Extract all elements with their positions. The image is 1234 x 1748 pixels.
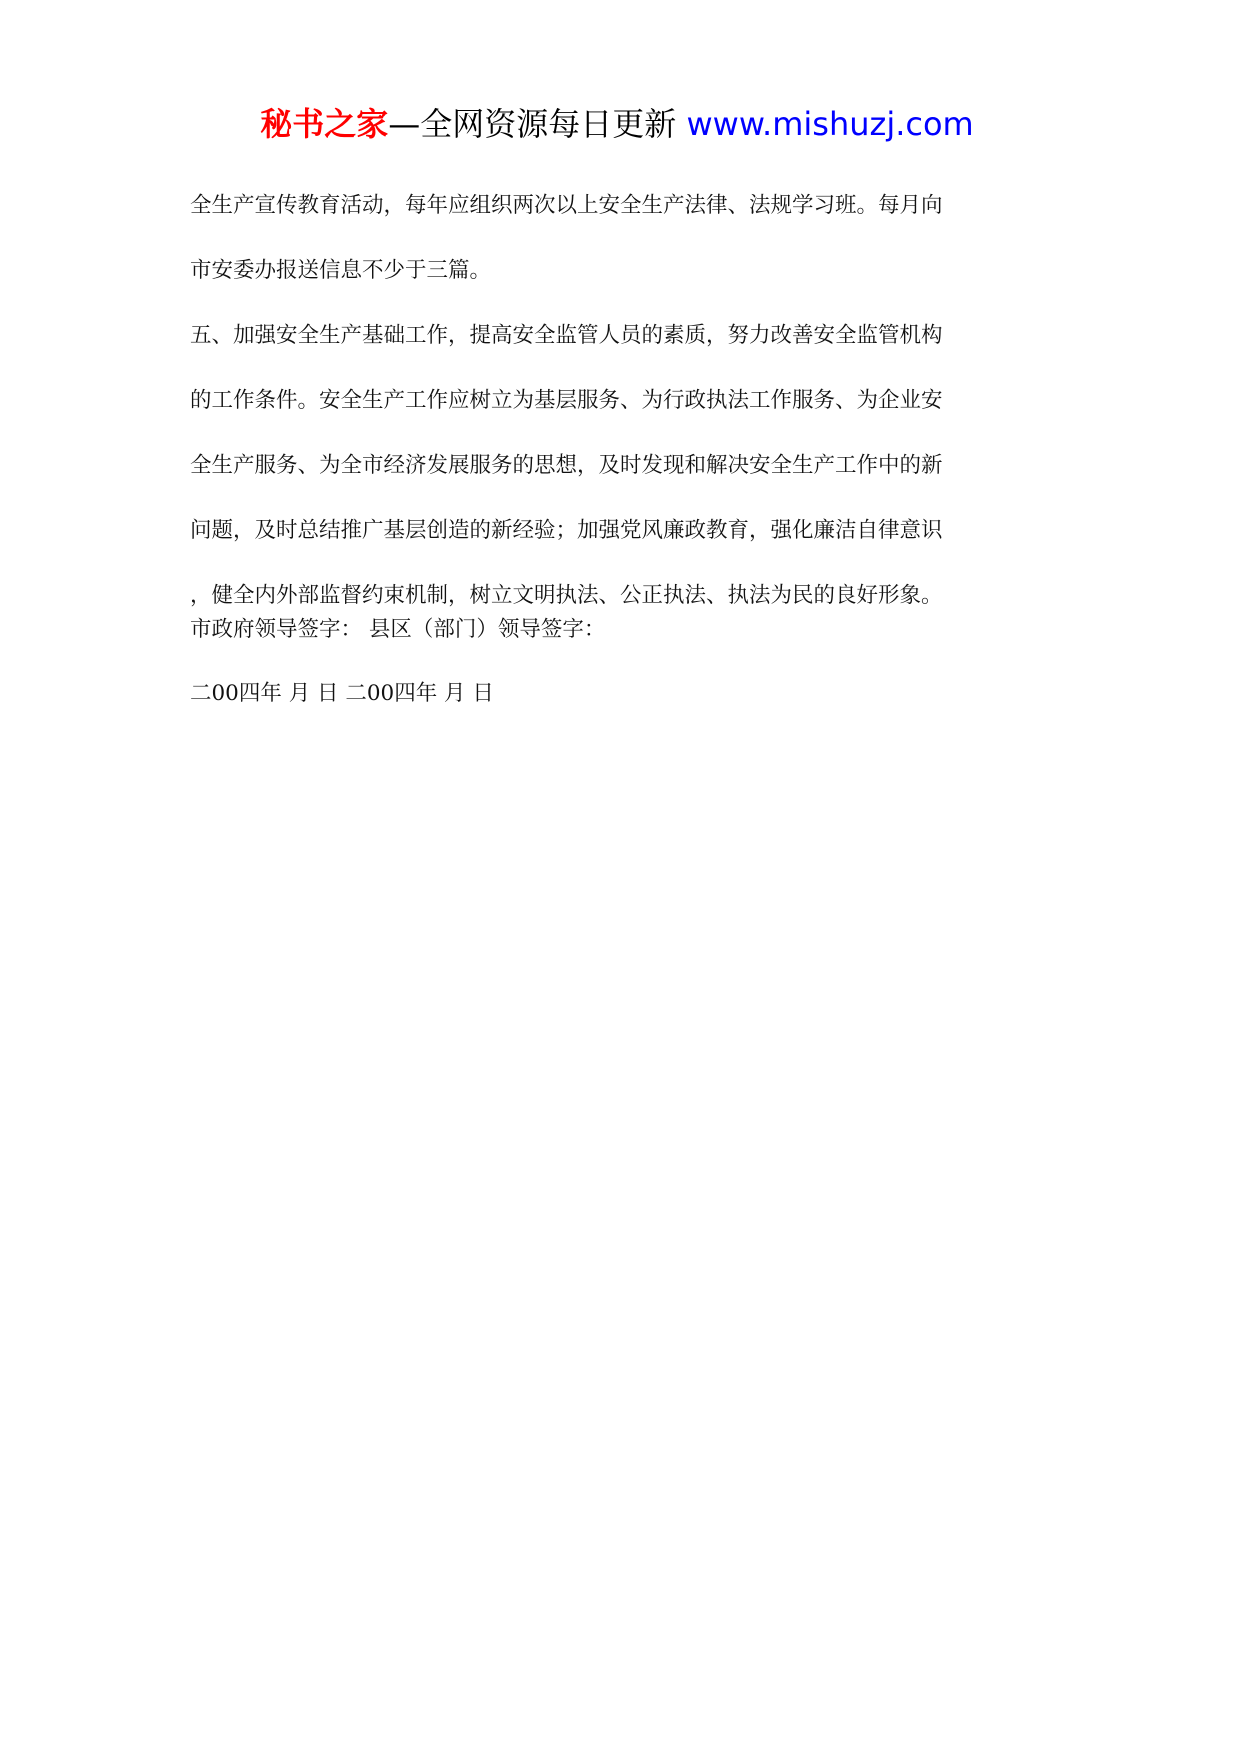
body-line: 全生产服务、为全市经济发展服务的思想，及时发现和解决安全生产工作中的新 [190, 453, 943, 478]
body-line: 问题，及时总结推广基层创造的新经验；加强党风廉政教育，强化廉洁自律意识 [190, 518, 943, 543]
body-line: ，健全内外部监督约束机制，树立文明执法、公正执法、执法为民的良好形象。 [190, 583, 943, 608]
body-line: 五、加强安全生产基础工作，提高安全监管人员的素质，努力改善安全监管机构 [190, 323, 943, 348]
signature-line: 市政府领导签字： 县区（部门）领导签字： [190, 617, 606, 642]
document-body [190, 0, 970, 1748]
header-brand: 秘书之家 [260, 105, 389, 143]
header-tagline: —全网资源每日更新 [388, 105, 687, 143]
body-line: 市安委办报送信息不少于三篇。 [190, 258, 492, 283]
header-url-link[interactable]: www.mishuzj.com [686, 105, 974, 143]
body-line: 全生产宣传教育活动，每年应组织两次以上安全生产法律、法规学习班。每月向 [190, 193, 943, 218]
body-line: 的工作条件。安全生产工作应树立为基层服务、为行政执法工作服务、为企业安 [190, 388, 943, 413]
date-line: 二00四年 月 日 二00四年 月 日 [190, 681, 494, 706]
